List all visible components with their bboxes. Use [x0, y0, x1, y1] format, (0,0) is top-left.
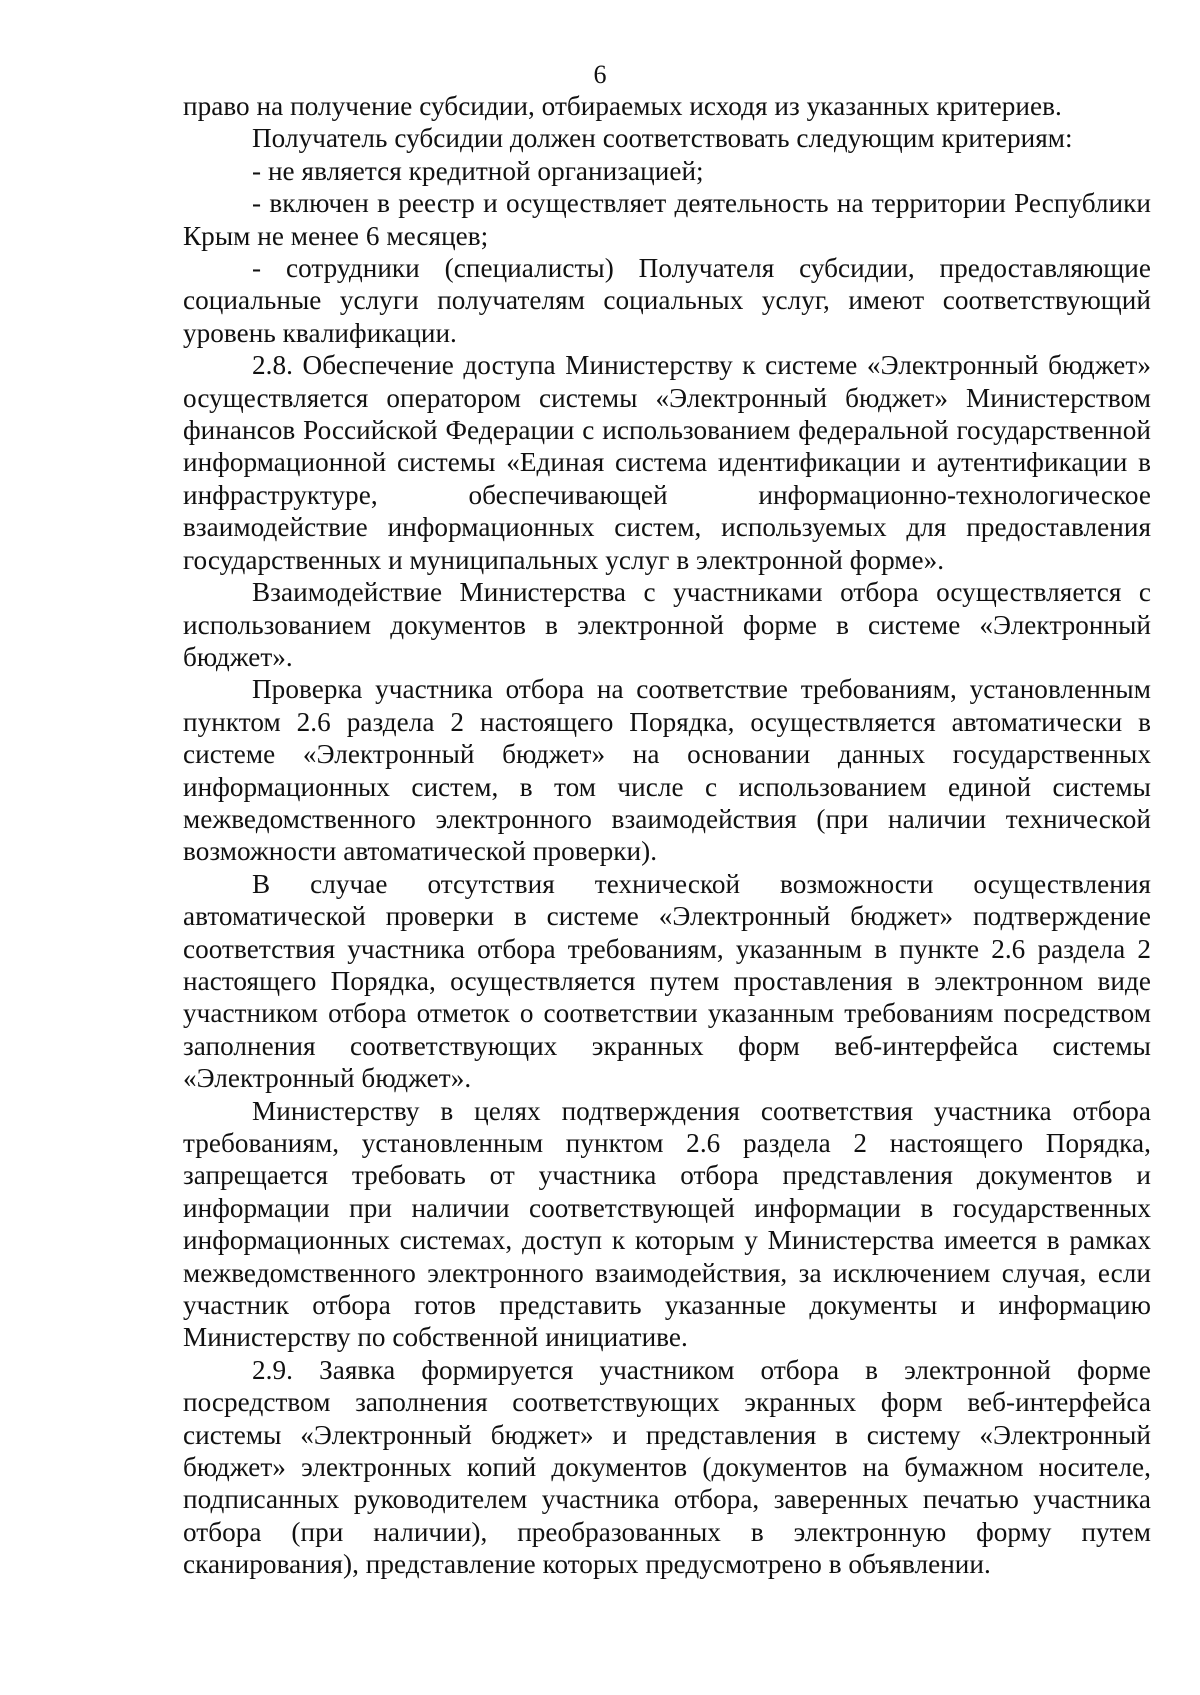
paragraph-criterion-2: - включен в реестр и осуществляет деятельность на территории Республики Крым не менее 6 месяцев; [183, 188, 1151, 251]
paragraph-section-2-8: 2.8. Обеспечение доступа Министерству к системе «Электронный бюджет» осуществляется оператором системы «Электронный бюджет» Министерством финансов Российской Федерации с использованием федеральной государственной информационной системы «Единая система идентификации и аутентификации в инфраструктуре, обеспечивающей информационно-технологическое взаимодействие информационных систем, используемых для предоставления государственных и муниципальных услуг в электронной форме». [183, 350, 1151, 575]
paragraph-section-2-9: 2.9. Заявка формируется участником отбора в электронной форме посредством заполнения соответствующих экранных форм веб-интерфейса системы «Электронный бюджет» и представления в систему «Электронный бюджет» электронных копий документов (документов на бумажном носителе, подписанных руководителем участника отбора, заверенных печатью участника отбора (при наличии), преобразованных в электронную форму путем сканирования), представление которых предусмотрено в объявлении. [183, 1354, 1151, 1580]
page-number: 6 [593, 60, 607, 89]
document-body [183, 90, 1151, 1581]
paragraph-continuation: право на получение субсидии, отбираемых исходя из указанных критериев. [183, 91, 1062, 121]
paragraph-prohibition: Министерству в целях подтверждения соответствия участника отбора требованиям, установленным пунктом 2.6 раздела 2 настоящего Порядка, запрещается требовать от участника отбора представления документов и информации при наличии соответствующей информации в государственных информационных системах, доступ к которым у Министерства имеется в рамках межведомственного электронного взаимодействия, за исключением случая, если участник отбора готов представить указанные документы и информацию Министерству по собственной инициативе. [183, 1095, 1151, 1353]
paragraph-no-technical-possibility: В случае отсутствия технической возможности осуществления автоматической проверки в системе «Электронный бюджет» подтверждение соответствия участника отбора требованиям, указанным в пункте 2.6 раздела 2 настоящего Порядка, осуществляется путем проставления в электронном виде участником отбора отметок о соответствии указанным требованиям посредством заполнения соответствующих экранных форм веб-интерфейса системы «Электронный бюджет». [183, 868, 1151, 1094]
paragraph-criteria-intro: Получатель субсидии должен соответствовать следующим критериям: [252, 123, 1073, 154]
paragraph-interaction: Взаимодействие Министерства с участниками отбора осуществляется с использованием документов в электронной форме в системе «Электронный бюджет». [183, 577, 1151, 672]
paragraph-criterion-3: - сотрудники (специалисты) Получателя субсидии, предоставляющие социальные услуги получателям социальных услуг, имеют соответствующий уровень квалификации. [183, 253, 1151, 348]
paragraph-criterion-1: - не является кредитной организацией; [252, 155, 704, 186]
paragraph-verification: Проверка участника отбора на соответствие требованиям, установленным пунктом 2.6 раздела 2 настоящего Порядка, осуществляется автоматически в системе «Электронный бюджет» на основании данных государственных информационных систем, в том числе с использованием единой системы межведомственного электронного взаимодействия (при наличии технической возможности автоматической проверки). [183, 674, 1151, 867]
